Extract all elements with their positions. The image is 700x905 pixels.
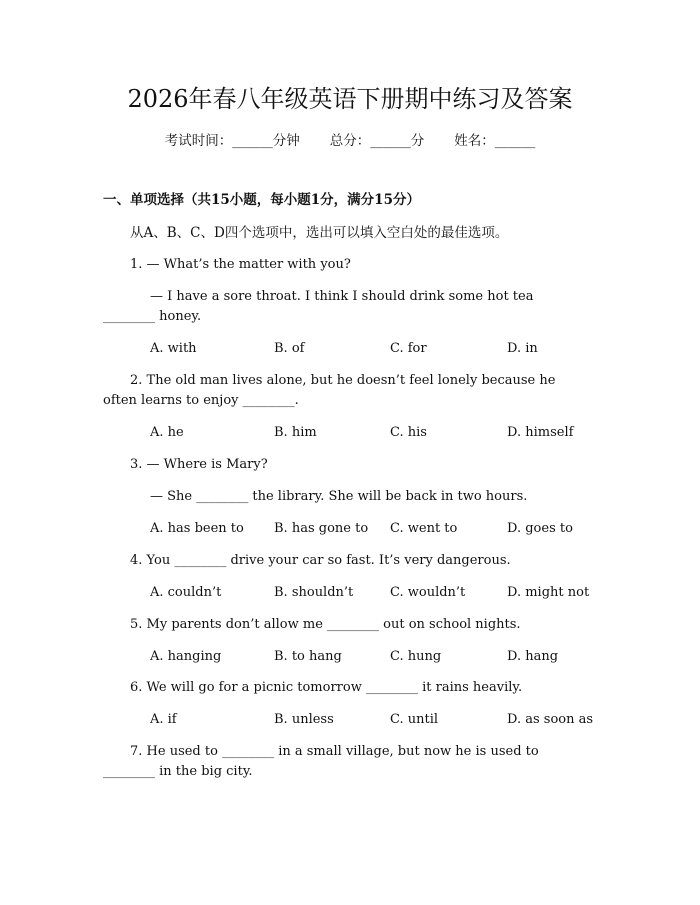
question-4-option-c: C. wouldn’t <box>390 585 466 600</box>
question-7-stem: 7. He used to ________ in a small village, but now he is used to <box>130 744 539 759</box>
question-6-option-a: A. if <box>150 712 177 727</box>
question-1-option-a: A. with <box>150 341 197 356</box>
question-3-option-d: D. goes to <box>507 521 573 536</box>
question-4-stem: 4. You ________ drive your car so fast. It’s very dangerous. <box>130 553 511 568</box>
question-5-option-b: B. to hang <box>274 649 342 664</box>
question-5-option-c: C. hung <box>390 649 442 664</box>
question-5-stem: 5. My parents don’t allow me ________ out on school nights. <box>130 617 521 632</box>
page-title: 2026年春八年级英语下册期中练习及答案 <box>127 85 573 113</box>
question-2-line2: often learns to enjoy ________. <box>103 393 299 408</box>
question-4-option-a: A. couldn’t <box>150 585 222 600</box>
question-1-stem: 1. — What’s the matter with you? <box>130 257 351 272</box>
question-2-stem: 2. The old man lives alone, but he doesn’t feel lonely because he <box>130 373 556 388</box>
question-1-option-b: B. of <box>274 341 305 356</box>
question-6-option-d: D. as soon as <box>507 712 594 727</box>
question-5-option-a: A. hanging <box>150 649 222 664</box>
exam-info <box>0 131 700 151</box>
question-2-option-b: B. him <box>274 425 317 440</box>
question-1-line3: ________ honey. <box>103 309 202 324</box>
section-heading: 一、单项选择（共15小题，每小题1分，满分15分） <box>103 192 420 208</box>
question-3-stem: 3. — Where is Mary? <box>130 457 268 472</box>
question-6-option-b: B. unless <box>274 712 334 727</box>
question-4-option-b: B. shouldn’t <box>274 585 354 600</box>
question-6-option-c: C. until <box>390 712 439 727</box>
question-6-stem: 6. We will go for a picnic tomorrow ________ it rains heavily. <box>130 680 523 695</box>
exam-time: 考试时间：______分钟 <box>164 133 300 149</box>
question-1-option-d: D. in <box>507 341 538 356</box>
question-1-line2: — I have a sore throat. I think I should drink some hot tea <box>150 289 534 304</box>
total-score: 总分：______分 <box>329 133 425 149</box>
question-5-option-d: D. hang <box>507 649 559 664</box>
question-3-option-b: B. has gone to <box>274 521 369 536</box>
student-name: 姓名：______ <box>454 133 536 149</box>
question-1-option-c: C. for <box>390 341 427 356</box>
question-3-option-c: C. went to <box>390 521 458 536</box>
question-3-line2: — She ________ the library. She will be back in two hours. <box>150 489 528 504</box>
question-4-option-d: D. might not <box>507 585 590 600</box>
question-2-option-a: A. he <box>150 425 184 440</box>
question-2-option-c: C. his <box>390 425 427 440</box>
question-2-option-d: D. himself <box>507 425 574 440</box>
question-7-line2: ________ in the big city. <box>103 764 253 779</box>
question-3-option-a: A. has been to <box>150 521 244 536</box>
section-instruction: 从A、B、C、D四个选项中，选出可以填入空白处的最佳选项。 <box>130 225 509 241</box>
